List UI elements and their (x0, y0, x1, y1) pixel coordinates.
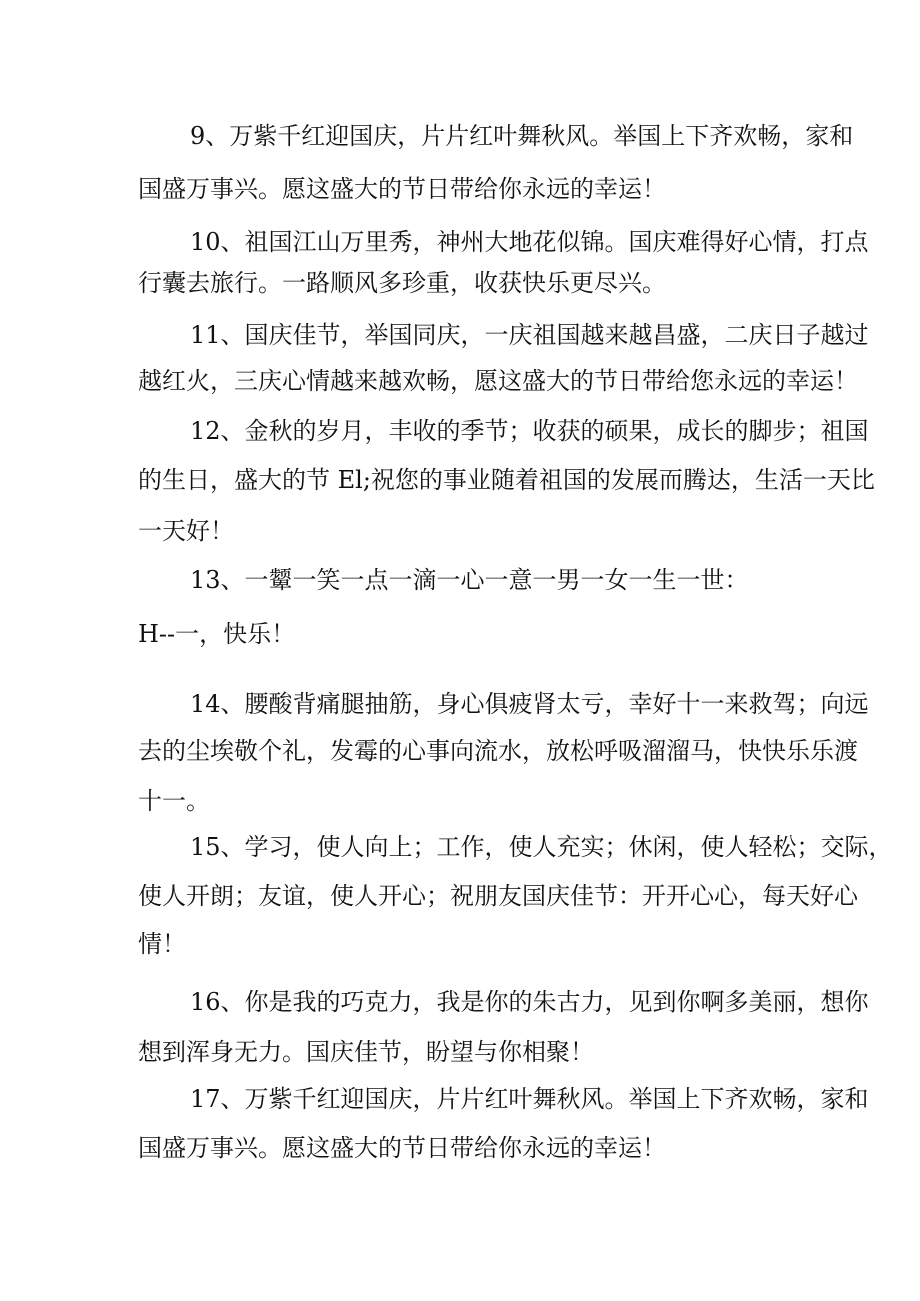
paragraph-12-line-1: 12、金秋的岁月，丰收的季节；收获的硕果，成长的脚步；祖国 (190, 417, 869, 445)
paragraph-13-line-2: H--一，快乐！ (138, 620, 296, 648)
paragraph-17-line-1: 17、万紫千红迎国庆，片片红叶舞秋风。举国上下齐欢畅，家和 (190, 1085, 869, 1113)
paragraph-15-line-2: 使人开朗；友谊，使人开心；祝朋友国庆佳节：开开心心，每天好心 (138, 882, 858, 910)
paragraph-15-line-3: 情！ (138, 930, 186, 958)
paragraph-12-line-2: 的生日，盛大的节 El;祝您的事业随着祖国的发展而腾达，生活一天比 (138, 466, 875, 494)
paragraph-14-line-1: 14、腰酸背痛腿抽筋，身心俱疲肾太亏，幸好十一来救驾；向远 (190, 690, 869, 718)
paragraph-15-line-1: 15、学习，使人向上；工作，使人充实；休闲，使人轻松；交际， (190, 833, 893, 861)
paragraph-12-line-3: 一天好！ (138, 517, 234, 545)
paragraph-11-line-2: 越红火，三庆心情越来越欢畅，愿这盛大的节日带给您永远的幸运！ (138, 367, 858, 395)
paragraph-13-line-1: 13、一颦一笑一点一滴一心一意一男一女一生一世： (190, 566, 749, 594)
paragraph-17-line-2: 国盛万事兴。愿这盛大的节日带给你永远的幸运！ (138, 1134, 666, 1162)
paragraph-14-line-3: 十一。 (138, 787, 210, 815)
paragraph-11-line-1: 11、国庆佳节，举国同庆，一庆祖国越来越昌盛，二庆日子越过 (190, 321, 869, 349)
paragraph-16-line-1: 16、你是我的巧克力，我是你的朱古力，见到你啊多美丽，想你 (190, 988, 869, 1016)
paragraph-9-line-1: 9、万紫千红迎国庆，片片红叶舞秋风。举国上下齐欢畅，家和 (190, 122, 854, 150)
paragraph-10-line-1: 10、祖国江山万里秀，神州大地花似锦。国庆难得好心情，打点 (190, 228, 869, 256)
paragraph-14-line-2: 去的尘埃敬个礼，发霉的心事向流水，放松呼吸溜溜马，快快乐乐渡 (138, 737, 858, 765)
paragraph-10-line-2: 行囊去旅行。一路顺风多珍重，收获快乐更尽兴。 (138, 269, 666, 297)
paragraph-9-line-2: 国盛万事兴。愿这盛大的节日带给你永远的幸运！ (138, 175, 666, 203)
paragraph-16-line-2: 想到浑身无力。国庆佳节，盼望与你相聚！ (138, 1038, 594, 1066)
